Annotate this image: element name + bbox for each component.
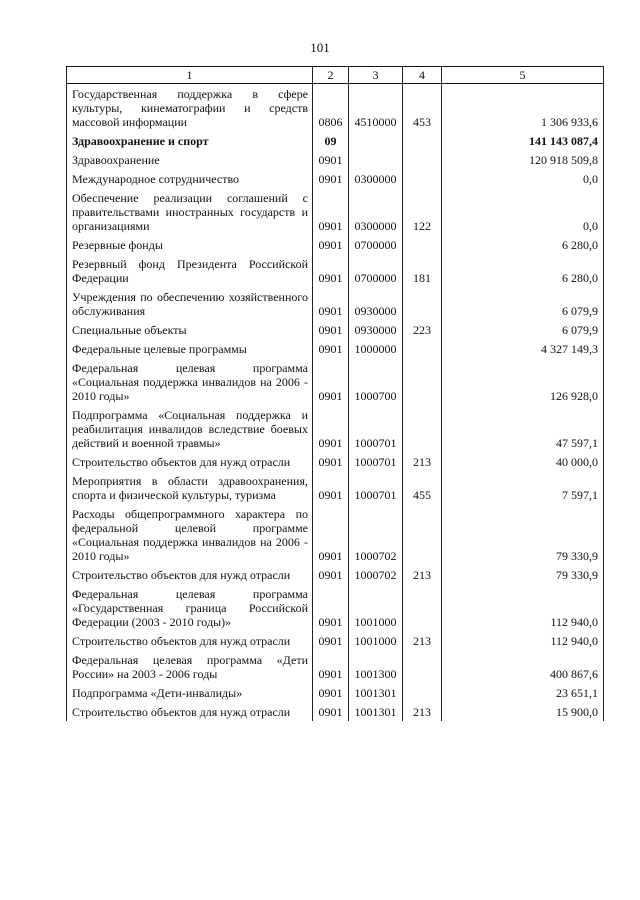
row-target-code: 1001301 bbox=[349, 702, 403, 721]
row-target-code: 1001000 bbox=[349, 631, 403, 650]
table-row bbox=[67, 150, 604, 169]
row-expense-code bbox=[403, 150, 442, 169]
row-section-code: 0901 bbox=[313, 471, 349, 504]
table-row bbox=[67, 358, 604, 405]
row-expense-code bbox=[403, 405, 442, 452]
row-name: Расходы общепрограммного характера по федеральной целевой программе «Социальная поддержка инвалидов на 2006 - 2010 годы» bbox=[67, 504, 313, 565]
row-name: Учреждения по обеспечению хозяйственного обслуживания bbox=[67, 287, 313, 320]
row-section-code: 0901 bbox=[313, 683, 349, 702]
table-row bbox=[67, 504, 604, 565]
row-amount: 112 940,0 bbox=[442, 584, 604, 631]
table-row bbox=[67, 254, 604, 287]
row-amount: 126 928,0 bbox=[442, 358, 604, 405]
row-amount: 0,0 bbox=[442, 188, 604, 235]
row-section-code: 0901 bbox=[313, 565, 349, 584]
table-row bbox=[67, 631, 604, 650]
row-section-code: 0901 bbox=[313, 504, 349, 565]
row-target-code: 1000701 bbox=[349, 452, 403, 471]
row-amount: 40 000,0 bbox=[442, 452, 604, 471]
row-amount: 23 651,1 bbox=[442, 683, 604, 702]
row-section-code: 0901 bbox=[313, 254, 349, 287]
row-expense-code: 122 bbox=[403, 188, 442, 235]
row-name: Государственная поддержка в сфере культуры, кинематографии и средств массовой информации bbox=[67, 84, 313, 132]
table-row bbox=[67, 683, 604, 702]
row-target-code bbox=[349, 150, 403, 169]
table-row bbox=[67, 702, 604, 721]
row-section-code: 0901 bbox=[313, 339, 349, 358]
row-section-code: 0901 bbox=[313, 320, 349, 339]
row-target-code: 1000702 bbox=[349, 504, 403, 565]
row-section-code: 0901 bbox=[313, 188, 349, 235]
row-name: Федеральная целевая программа «Дети России» на 2003 - 2006 годы bbox=[67, 650, 313, 683]
row-section-code: 0901 bbox=[313, 405, 349, 452]
row-expense-code bbox=[403, 339, 442, 358]
row-expense-code: 453 bbox=[403, 84, 442, 132]
row-amount: 120 918 509,8 bbox=[442, 150, 604, 169]
row-target-code: 1000702 bbox=[349, 565, 403, 584]
row-name: Строительство объектов для нужд отрасли bbox=[67, 565, 313, 584]
row-section-code: 0901 bbox=[313, 452, 349, 471]
table-row bbox=[67, 84, 604, 132]
row-expense-code bbox=[403, 683, 442, 702]
row-expense-code: 223 bbox=[403, 320, 442, 339]
row-expense-code bbox=[403, 358, 442, 405]
table-row bbox=[67, 584, 604, 631]
row-expense-code bbox=[403, 504, 442, 565]
row-section-code: 0901 bbox=[313, 235, 349, 254]
row-target-code: 1001000 bbox=[349, 584, 403, 631]
row-expense-code bbox=[403, 650, 442, 683]
row-name: Мероприятия в области здравоохранения, спорта и физической культуры, туризма bbox=[67, 471, 313, 504]
row-amount: 112 940,0 bbox=[442, 631, 604, 650]
row-expense-code: 213 bbox=[403, 631, 442, 650]
row-amount: 6 280,0 bbox=[442, 235, 604, 254]
row-name: Строительство объектов для нужд отрасли bbox=[67, 631, 313, 650]
header-col-5: 5 bbox=[442, 67, 604, 84]
row-section-code: 0806 bbox=[313, 84, 349, 132]
table-row bbox=[67, 452, 604, 471]
row-target-code bbox=[349, 131, 403, 150]
row-name: Строительство объектов для нужд отрасли bbox=[67, 702, 313, 721]
row-section-code: 0901 bbox=[313, 150, 349, 169]
table-row bbox=[67, 471, 604, 504]
table-row bbox=[67, 188, 604, 235]
row-amount: 47 597,1 bbox=[442, 405, 604, 452]
row-amount: 141 143 087,4 bbox=[442, 131, 604, 150]
header-col-1: 1 bbox=[67, 67, 313, 84]
row-expense-code bbox=[403, 287, 442, 320]
row-expense-code: 213 bbox=[403, 452, 442, 471]
table-row bbox=[67, 565, 604, 584]
row-name: Подпрограмма «Социальная поддержка и реабилитация инвалидов вследствие боевых действий и военной травмы» bbox=[67, 405, 313, 452]
row-name: Специальные объекты bbox=[67, 320, 313, 339]
row-expense-code bbox=[403, 169, 442, 188]
row-name: Здравоохранение и спорт bbox=[67, 131, 313, 150]
row-section-code: 0901 bbox=[313, 631, 349, 650]
row-amount: 0,0 bbox=[442, 169, 604, 188]
row-amount: 79 330,9 bbox=[442, 504, 604, 565]
row-target-code: 1000701 bbox=[349, 471, 403, 504]
table-row bbox=[67, 131, 604, 150]
row-expense-code bbox=[403, 235, 442, 254]
page-number: 101 bbox=[310, 40, 330, 55]
row-name: Федеральные целевые программы bbox=[67, 339, 313, 358]
row-name: Здравоохранение bbox=[67, 150, 313, 169]
row-section-code: 0901 bbox=[313, 584, 349, 631]
table-header-row bbox=[67, 67, 604, 84]
row-name: Федеральная целевая программа «Социальная поддержка инвалидов на 2006 - 2010 годы» bbox=[67, 358, 313, 405]
row-expense-code: 181 bbox=[403, 254, 442, 287]
table-row bbox=[67, 169, 604, 188]
header-col-2: 2 bbox=[313, 67, 349, 84]
row-name: Резервные фонды bbox=[67, 235, 313, 254]
row-target-code: 1000700 bbox=[349, 358, 403, 405]
budget-table bbox=[66, 66, 604, 721]
row-target-code: 1000701 bbox=[349, 405, 403, 452]
row-name: Строительство объектов для нужд отрасли bbox=[67, 452, 313, 471]
row-amount: 6 280,0 bbox=[442, 254, 604, 287]
row-name: Резервный фонд Президента Российской Федерации bbox=[67, 254, 313, 287]
row-target-code: 0700000 bbox=[349, 235, 403, 254]
row-target-code: 1001301 bbox=[349, 683, 403, 702]
row-amount: 6 079,9 bbox=[442, 287, 604, 320]
row-target-code: 1000000 bbox=[349, 339, 403, 358]
row-section-code: 0901 bbox=[313, 702, 349, 721]
row-amount: 15 900,0 bbox=[442, 702, 604, 721]
row-expense-code: 455 bbox=[403, 471, 442, 504]
header-col-3: 3 bbox=[349, 67, 403, 84]
table-row bbox=[67, 405, 604, 452]
row-expense-code bbox=[403, 131, 442, 150]
row-name: Федеральная целевая программа «Государственная граница Российской Федерации (2003 - 2010 годы)» bbox=[67, 584, 313, 631]
row-name: Международное сотрудничество bbox=[67, 169, 313, 188]
row-expense-code bbox=[403, 584, 442, 631]
row-expense-code: 213 bbox=[403, 702, 442, 721]
row-target-code: 0930000 bbox=[349, 287, 403, 320]
table-row bbox=[67, 650, 604, 683]
row-name: Обеспечение реализации соглашений с правительствами иностранных государств и организациями bbox=[67, 188, 313, 235]
row-section-code: 0901 bbox=[313, 287, 349, 320]
row-section-code: 09 bbox=[313, 131, 349, 150]
row-amount: 7 597,1 bbox=[442, 471, 604, 504]
header-col-4: 4 bbox=[403, 67, 442, 84]
row-section-code: 0901 bbox=[313, 650, 349, 683]
row-target-code: 1001300 bbox=[349, 650, 403, 683]
row-section-code: 0901 bbox=[313, 358, 349, 405]
table-row bbox=[67, 339, 604, 358]
row-target-code: 0930000 bbox=[349, 320, 403, 339]
row-target-code: 0300000 bbox=[349, 188, 403, 235]
row-amount: 4 327 149,3 bbox=[442, 339, 604, 358]
row-amount: 6 079,9 bbox=[442, 320, 604, 339]
row-expense-code: 213 bbox=[403, 565, 442, 584]
table-row bbox=[67, 287, 604, 320]
row-target-code: 0700000 bbox=[349, 254, 403, 287]
row-section-code: 0901 bbox=[313, 169, 349, 188]
table-row bbox=[67, 320, 604, 339]
table-row bbox=[67, 235, 604, 254]
row-amount: 1 306 933,6 bbox=[442, 84, 604, 132]
row-amount: 79 330,9 bbox=[442, 565, 604, 584]
row-target-code: 0300000 bbox=[349, 169, 403, 188]
row-amount: 400 867,6 bbox=[442, 650, 604, 683]
row-name: Подпрограмма «Дети-инвалиды» bbox=[67, 683, 313, 702]
row-target-code: 4510000 bbox=[349, 84, 403, 132]
